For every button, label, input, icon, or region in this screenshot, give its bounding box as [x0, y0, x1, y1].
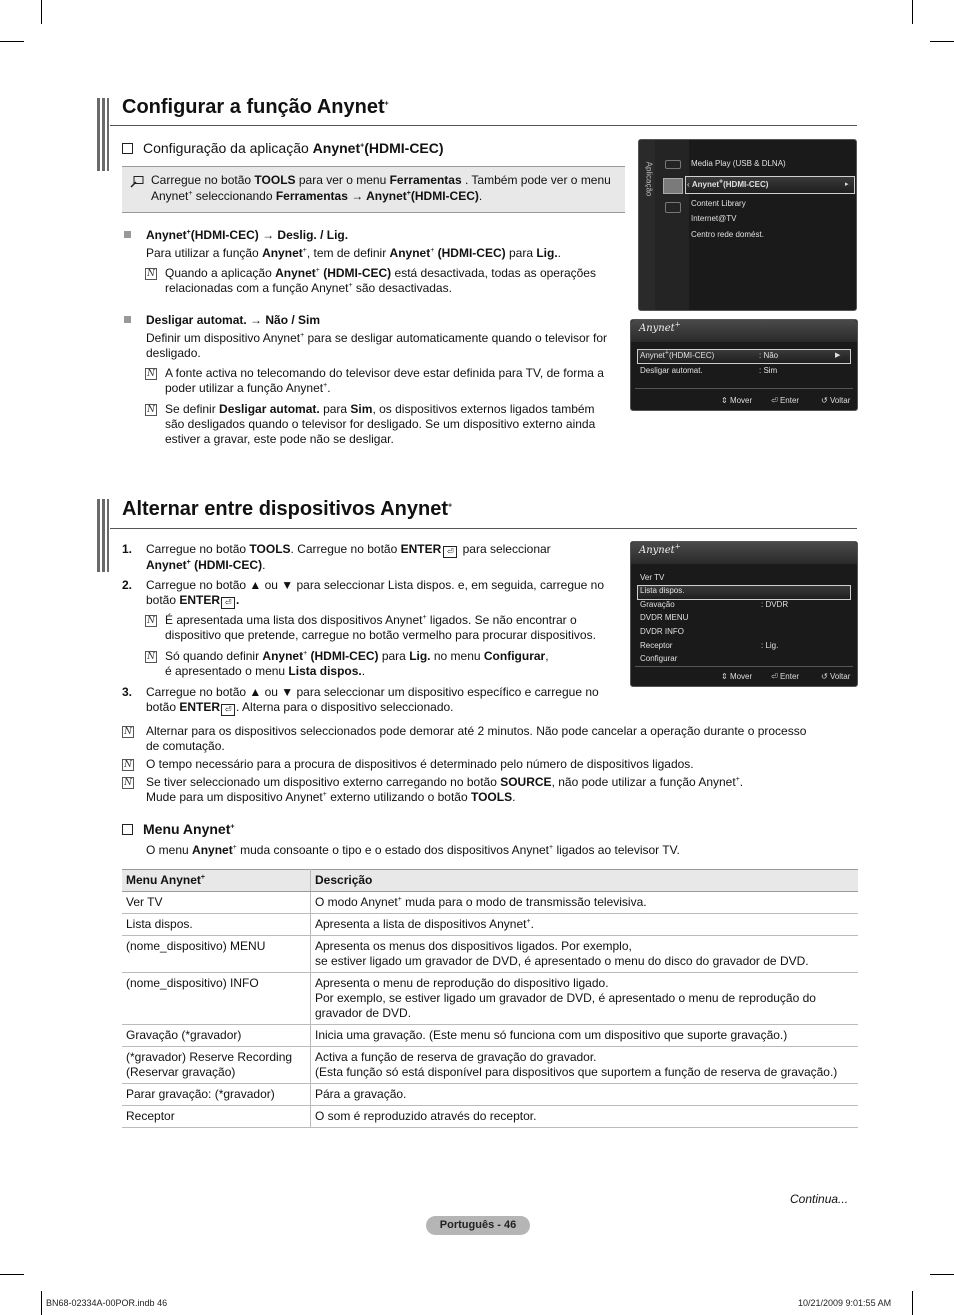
content-library-icon [665, 202, 681, 213]
row-value: : DVDR [761, 600, 789, 609]
table-cell-menu: Ver TV [122, 892, 311, 914]
note-icon [145, 266, 157, 278]
footer-back: ↺ Voltar [821, 672, 851, 681]
section-marker [97, 499, 109, 572]
row-label[interactable]: Receptor [640, 641, 673, 650]
divider [635, 388, 853, 389]
anynet-logo: Anynet+ [639, 542, 681, 556]
anynet-logo: Anynet+ [639, 320, 681, 334]
table-cell-menu: (*gravador) Reserve Recording (Reservar gravação) [122, 1047, 311, 1084]
crop-mark [0, 1274, 24, 1275]
enter-icon: ⏎ [221, 704, 235, 716]
checkbox-icon [122, 143, 133, 154]
note-switch-time: Alternar para os dispositivos seleccionados pode demorar até 2 minutos. Não pode cancelar a operação durante o processo de comutação. [146, 724, 807, 753]
media-play-icon [665, 160, 681, 169]
crop-mark [912, 0, 913, 24]
table-cell-menu: Gravação (*gravador) [122, 1025, 311, 1047]
tools-line-2: Anynet+ seleccionando Ferramentas → Anynet+(HDMI-CEC). [151, 189, 483, 203]
note-source: Se tiver seleccionado um dispositivo externo carregando no botão SOURCE, não pode utilizar a função Anynet+. Mude para um dispositivo Anynet+ externo utilizando o botão TOOLS. [146, 775, 744, 804]
step-number: 2. [122, 578, 133, 592]
tools-note-box [122, 166, 625, 213]
note-icon [122, 757, 134, 769]
table-row [122, 1084, 858, 1106]
divider [635, 666, 853, 667]
enter-icon: ⏎ [443, 546, 457, 558]
step-number: 3. [122, 685, 133, 699]
tv-screen-application [638, 139, 857, 311]
table-row [122, 914, 858, 936]
item-auto-off-note-2: Se definir Desligar automat. para Sim, os dispositivos externos ligados também são desligados quando o televisor for desligado. Se um dispositivo externo ainda estiver a gravar, este pode não se desligar. [165, 402, 596, 446]
step-2-note-1: É apresentada uma lista dos dispositivos Anynet+ ligados. Se não encontrar o dispositivo que pretende, carregue no botão vermelho para procurar dispositivos. [165, 613, 596, 642]
footer-move: ⇕ Mover [721, 396, 753, 405]
table-cell-description: Pára a gravação. [311, 1084, 859, 1106]
enter-icon: ⏎ [771, 396, 778, 405]
item-auto-off-note-1: A fonte activa no telecomando do televisor deve estar definida para TV, de forma a poder utilizar a função Anynet+. [165, 366, 604, 395]
table-cell-menu: Receptor [122, 1106, 311, 1128]
table-cell-description: Inicia uma gravação. (Este menu só funciona com um dispositivo que suporte gravação.) [311, 1025, 859, 1047]
table-row [122, 1106, 858, 1128]
file-name: BN68-02334A-00POR.indb 46 [46, 1298, 168, 1308]
note-search-time: O tempo necessário para a procura de dispositivos é determinado pelo número de dispositivos ligados. [146, 757, 694, 771]
row-auto-off-label[interactable]: Desligar automat. [640, 366, 703, 375]
title-rule [110, 528, 857, 529]
footer-move: ⇕ Mover [721, 672, 753, 681]
note-icon [145, 402, 157, 414]
step-number: 1. [122, 542, 133, 556]
row-value: : Lig. [761, 641, 779, 650]
note-icon [122, 724, 134, 736]
row-label[interactable]: Lista dispos. [640, 586, 685, 595]
enter-icon: ⏎ [771, 672, 778, 681]
checkbox-icon [122, 824, 133, 835]
table-cell-menu: Parar gravação: (*gravador) [122, 1084, 311, 1106]
anynet-icon [663, 178, 683, 194]
title-rule [110, 125, 857, 126]
note-icon [145, 649, 157, 661]
item-auto-off-title: Desligar automat. → Não / Sim [146, 313, 321, 327]
item-anynet-desc: Para utilizar a função Anynet+, tem de definir Anynet+ (HDMI-CEC) para Lig.. [146, 246, 561, 260]
row-label[interactable]: Gravação [640, 600, 675, 609]
page-number: Português - 46 [426, 1216, 530, 1235]
table-cell-menu: (nome_dispositivo) MENU [122, 936, 311, 973]
page-title: Configurar a função Anynet+ [122, 96, 389, 118]
crop-mark [41, 1291, 42, 1315]
row-label[interactable]: DVDR INFO [640, 627, 684, 636]
section-marker [97, 98, 109, 171]
table-cell-description: Activa a função de reserva de gravação do gravador. (Esta função só está disponível para dispositivos que suportem a função de reserva de gravação.) [311, 1047, 859, 1084]
note-icon [145, 613, 157, 625]
table-cell-description: Apresenta o menu de reprodução do dispositivo ligado. Por exemplo, se estiver ligado um gravador de DVD, é apresentado o menu de reprodução do gravador de DVD. [311, 973, 859, 1025]
return-icon: ↺ [821, 396, 828, 405]
crop-mark [912, 1291, 913, 1315]
crop-mark [41, 0, 42, 24]
updown-icon: ⇕ [721, 672, 728, 681]
footer-back: ↺ Voltar [821, 396, 851, 405]
menu-item-network-center[interactable]: Centro rede domést. [691, 230, 764, 239]
enter-icon: ⏎ [221, 597, 235, 609]
table-row [122, 892, 858, 914]
updown-icon: ⇕ [721, 396, 728, 405]
table-cell-description: O modo Anynet+ muda para o modo de transmissão televisiva. [311, 892, 859, 914]
row-auto-off-value: : Sim [759, 366, 778, 375]
return-icon: ↺ [821, 672, 828, 681]
continued-label: Continua... [790, 1192, 849, 1206]
step-1: Carregue no botão TOOLS. Carregue no botão ENTER ⏎ para seleccionar Anynet+ (HDMI-CEC). [146, 542, 551, 572]
table-cell-menu: Lista dispos. [122, 914, 311, 936]
table-row [122, 936, 858, 973]
crop-mark [0, 41, 24, 42]
row-label[interactable]: DVDR MENU [640, 613, 689, 622]
tv-screen-anynet-settings [630, 319, 858, 411]
table-cell-description: Apresenta os menus dos dispositivos ligados. Por exemplo, se estiver ligado um gravador de DVD, é apresentado o menu do disco do gravador de DVD. [311, 936, 859, 973]
table-cell-description: Apresenta a lista de dispositivos Anynet+. [311, 914, 859, 936]
table-cell-description: O som é reproduzido através do receptor. [311, 1106, 859, 1128]
item-anynet-note: Quando a aplicação Anynet+ (HDMI-CEC) está desactivada, todas as operações relacionadas com a função Anynet+ são desactivadas. [165, 266, 596, 295]
table-row [122, 1025, 858, 1047]
menu-anynet-heading: Menu Anynet+ [122, 820, 234, 838]
footer-enter: ⏎ Enter [771, 672, 800, 681]
arrow-right-icon: ▶ [835, 352, 841, 359]
subheading: Configuração da aplicação Anynet+(HDMI-CEC) [122, 139, 444, 157]
row-label[interactable]: Configurar [640, 654, 678, 663]
item-anynet-title: Anynet+(HDMI-CEC) → Deslig. / Lig. [146, 228, 349, 242]
footer-enter: ⏎ Enter [771, 396, 800, 405]
table-header-row [122, 870, 858, 892]
note-icon [145, 366, 157, 378]
table-header-cell: Descrição [311, 870, 859, 892]
tv-screen-anynet-menu [630, 541, 858, 687]
anynet-menu-table [122, 869, 858, 1128]
crop-mark [930, 41, 954, 42]
row-anynet-value: : Não [759, 351, 779, 360]
side-label: Aplicação [644, 161, 654, 197]
menu-item-media-play[interactable]: Media Play (USB & DLNA) [691, 159, 786, 168]
menu-anynet-desc: O menu Anynet+ muda consoante o tipo e o estado dos dispositivos Anynet+ ligados ao televisor TV. [146, 843, 680, 857]
tools-icon [130, 176, 144, 188]
tools-line-1: Carregue no botão TOOLS para ver o menu Ferramentas . Também pode ver o menu [151, 173, 611, 187]
section-title: Alternar entre dispositivos Anynet+ [122, 498, 453, 520]
table-row [122, 973, 858, 1025]
step-3: Carregue no botão ▲ ou ▼ para seleccionar um dispositivo específico e carregue no botão ENTER ⏎ . Alterna para o dispositivo seleccionado. [146, 685, 599, 714]
table-header-cell: Menu Anynet+ [122, 870, 311, 892]
note-icon [122, 775, 134, 787]
arrow-right-icon: ▸ [845, 181, 849, 188]
row-anynet-label[interactable]: Anynet+(HDMI-CEC) [640, 349, 715, 360]
menu-item-content-library[interactable]: Content Library [691, 199, 746, 208]
step-2-note-2: Só quando definir Anynet+ (HDMI-CEC) para Lig. no menu Configurar, é apresentado o menu Lista dispos.. [165, 649, 549, 678]
menu-item-internet-tv[interactable]: Internet@TV [691, 214, 737, 223]
item-auto-off-desc: Definir um dispositivo Anynet+ para se desligar automaticamente quando o televisor for desligado. [146, 331, 608, 360]
table-row [122, 1047, 858, 1084]
crop-mark [930, 1274, 954, 1275]
menu-item-anynet[interactable]: ‹ Anynet+(HDMI-CEC) [687, 178, 769, 189]
step-2: Carregue no botão ▲ ou ▼ para seleccionar Lista dispos. e, em seguida, carregue no botão ENTER ⏎ . [146, 578, 605, 607]
bullet-icon [124, 231, 131, 238]
table-cell-menu: (nome_dispositivo) INFO [122, 973, 311, 1025]
bullet-icon [124, 316, 131, 323]
print-date: 10/21/2009 9:01:55 AM [798, 1298, 892, 1308]
row-label[interactable]: Ver TV [640, 573, 665, 582]
